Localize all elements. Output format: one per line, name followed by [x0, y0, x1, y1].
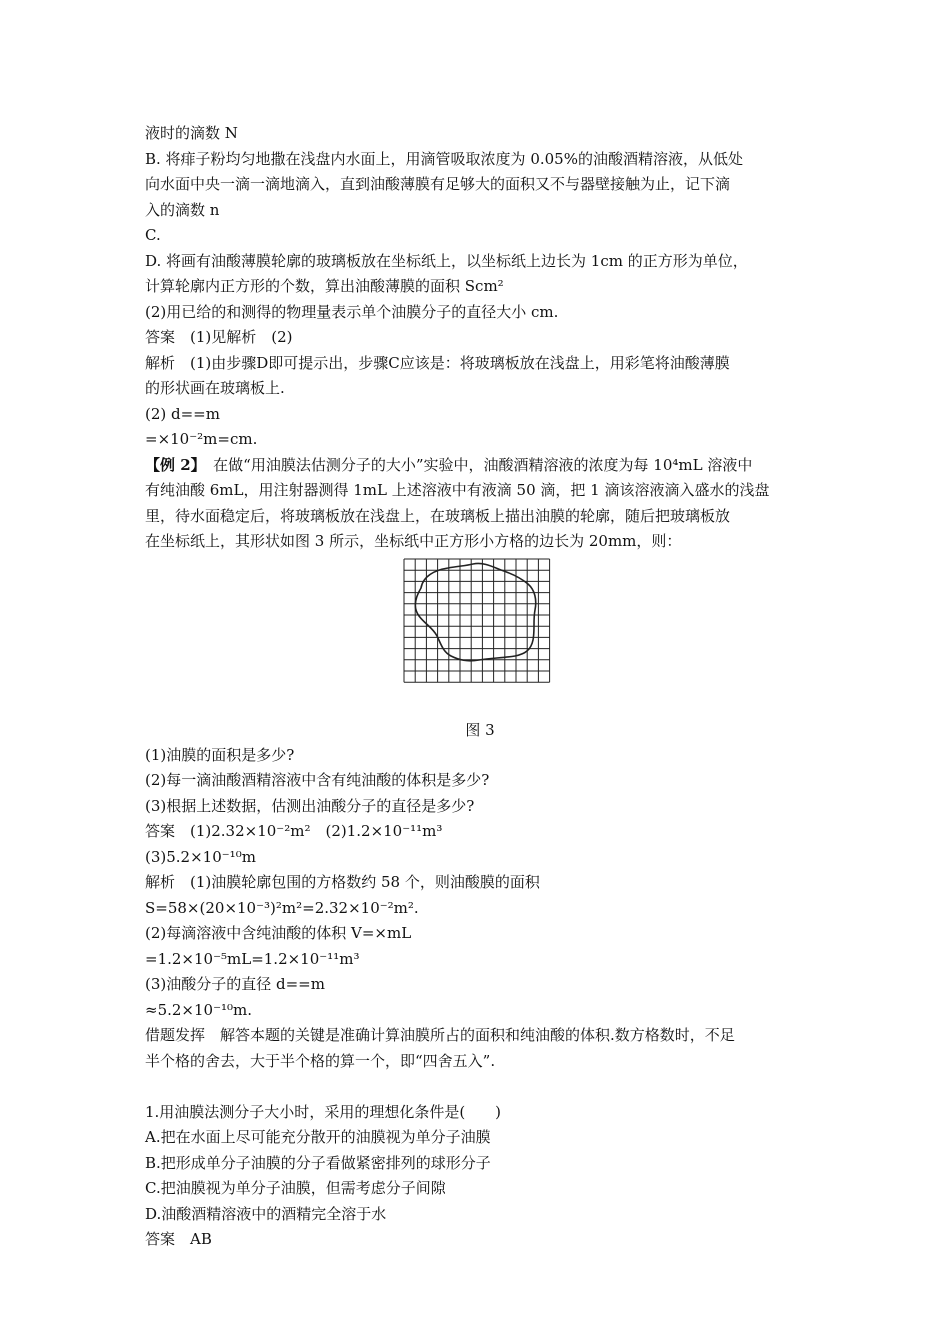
formula-line: =1.2×10⁻⁵mL=1.2×10⁻¹¹m³: [145, 949, 360, 968]
formula-line: =×10⁻²m=cm.: [145, 430, 258, 448]
example-2: [145, 453, 815, 555]
analysis-line: 解析 (1)油膜轮廓包围的方格数约 58 个，则油酸膜的面积: [145, 873, 540, 891]
question-line: (1)油膜的面积是多少?: [145, 745, 295, 764]
spacer: [145, 1074, 815, 1100]
option-b: B.把形成单分子油膜的分子看做紧密排列的球形分子: [145, 1153, 491, 1172]
text-line: 向水面中央一滴一滴地滴入，直到油酸薄膜有足够大的面积又不与器壁接触为止，记下滴: [145, 175, 731, 193]
formula-line: (2)每滴溶液中含纯油酸的体积 V=×mL: [145, 924, 412, 942]
figure-3: [145, 558, 815, 718]
question-stem: 1.用油膜法测分子大小时，采用的理想化条件是( ): [145, 1102, 502, 1121]
formula-line: (3)油酸分子的直径 d==m: [145, 975, 325, 993]
text-line: 液时的滴数 N: [145, 124, 238, 142]
example-tag: 【例 2】: [145, 455, 199, 474]
text-line: B. 将痱子粉均匀地撒在浅盘内水面上，用滴管吸取浓度为 0.05%的油酸酒精溶液，从低处: [145, 149, 743, 168]
formula-line: (2) d==m: [145, 404, 220, 423]
text-line: (2)用已给的和测得的物理量表示单个油膜分子的直径大小 cm.: [145, 302, 559, 321]
text-block-bottom: [145, 743, 815, 1075]
example-2-line-1: [145, 453, 815, 479]
example-text: 有纯油酸 6mL，用注射器测得 1mL 上述溶液中有液滴 50 滴，把 1 滴该溶液滴入盛水的浅盘: [145, 481, 770, 499]
note-line: 半个格的舍去，大于半个格的算一个，即“四舍五入”.: [145, 1051, 496, 1070]
text-line: 计算轮廓内正方形的个数，算出油酸薄膜的面积 Scm²: [145, 277, 504, 295]
note-line: 借题发挥 解答本题的关键是准确计算油膜所占的面积和纯油酸的体积.数方格数时，不足: [145, 1026, 735, 1044]
text-line: C.: [145, 226, 161, 244]
oil-film-outline: [415, 563, 535, 660]
answer-line: 答案 (1)见解析 (2): [145, 328, 293, 346]
text-line: 的形状画在玻璃板上.: [145, 379, 285, 397]
analysis-line: 解析 (1)由步骤D即可提示出，步骤C应该是：将玻璃板放在浅盘上，用彩笔将油酸薄膜: [145, 353, 730, 372]
option-d: D.油酸酒精溶液中的酒精完全溶于水: [145, 1204, 387, 1223]
example-text: 里，待水面稳定后，将玻璃板放在浅盘上，在玻璃板上描出油膜的轮廓，随后把玻璃板放: [145, 506, 731, 525]
question-line: (3)根据上述数据，估测出油酸分子的直径是多少?: [145, 796, 475, 815]
answer-line: 答案 (1)2.32×10⁻²m² (2)1.2×10⁻¹¹m³: [145, 822, 443, 840]
formula-line: S=58×(20×10⁻³)²m²=2.32×10⁻²m².: [145, 898, 419, 917]
figure-caption: 图 3: [465, 720, 495, 739]
question-1: [145, 1100, 815, 1253]
question-line: (2)每一滴油酸酒精溶液中含有纯油酸的体积是多少?: [145, 771, 490, 789]
option-c: C.把油膜视为单分子油膜，但需考虑分子间隙: [145, 1179, 446, 1197]
option-a: A.把在水面上尽可能充分散开的油膜视为单分子油膜: [145, 1128, 491, 1146]
formula-line: ≈5.2×10⁻¹⁰m.: [145, 1000, 253, 1019]
text-line: D. 将画有油酸薄膜轮廓的玻璃板放在坐标纸上，以坐标纸上边长为 1cm 的正方形为单位，: [145, 251, 748, 270]
oil-film-grid: [403, 558, 552, 684]
example-text: 在做“用油膜法估测分子的大小”实验中，油酸酒精溶液的浓度为每 10⁴mL 溶液中: [198, 455, 753, 474]
text-block-top: [145, 121, 815, 453]
text-line: 入的滴数 n: [145, 200, 220, 219]
answer-line: (3)5.2×10⁻¹⁰m: [145, 847, 256, 866]
answer-line: 答案 AB: [145, 1230, 212, 1248]
document-page: [145, 121, 815, 1253]
example-text: 在坐标纸上，其形状如图 3 所示，坐标纸中正方形小方格的边长为 20mm，则：: [145, 532, 682, 550]
